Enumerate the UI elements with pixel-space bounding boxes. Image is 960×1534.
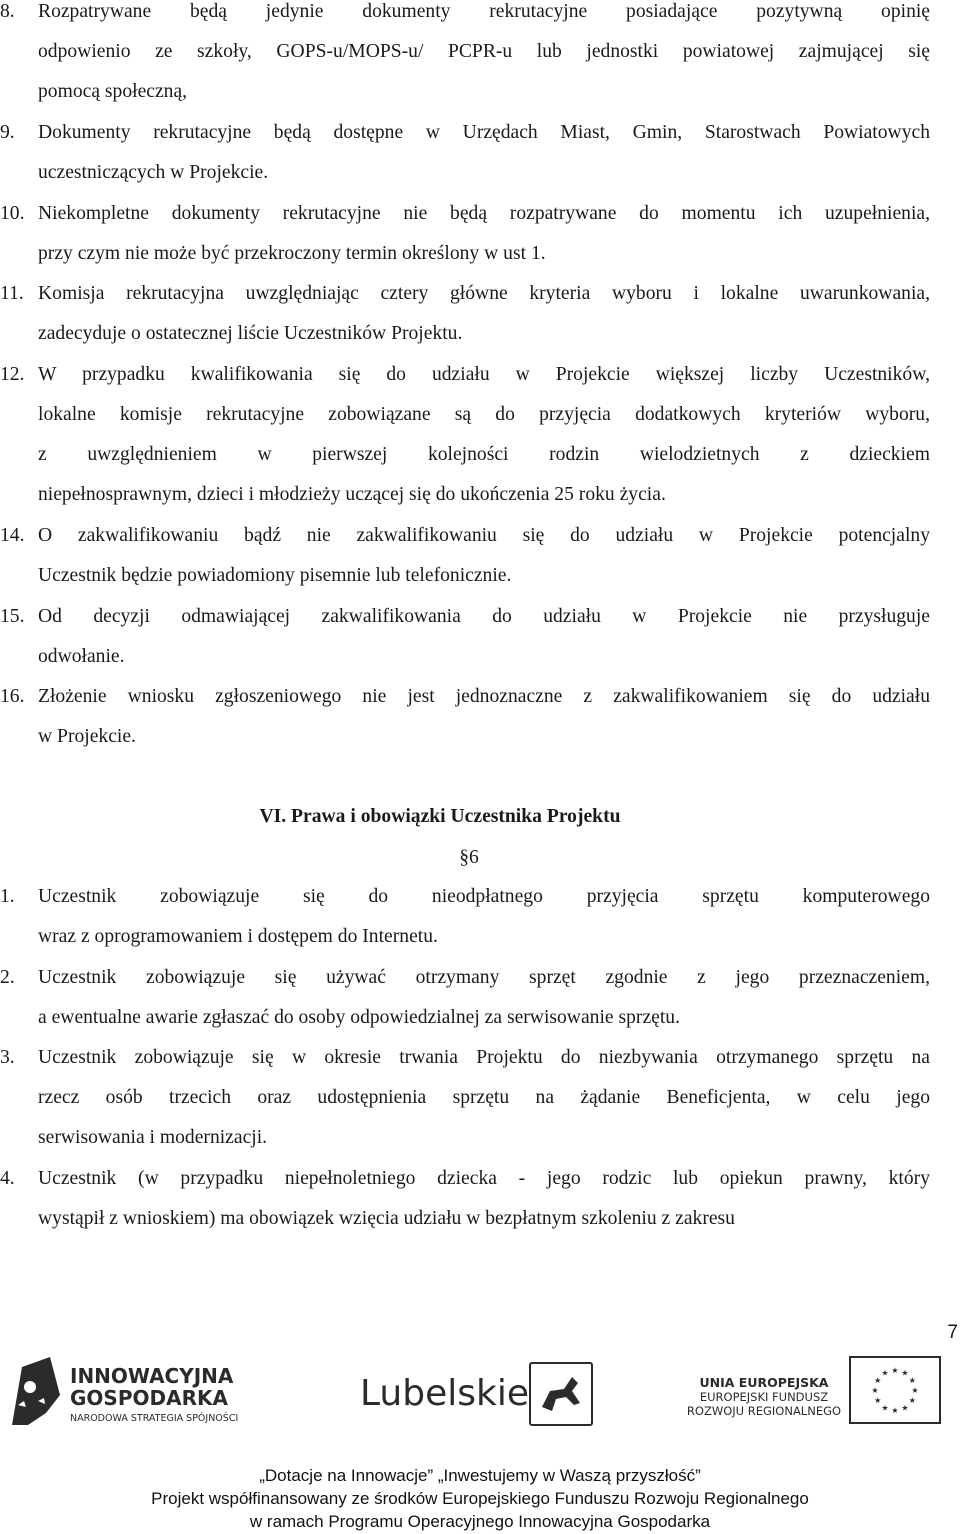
list-item-text: Rozpatrywane będą jedynie dokumenty rekrutacyjne posiadające pozytywną opinię — [38, 1, 930, 22]
eu-star-icon: ★ — [908, 1396, 916, 1405]
list-item-number: 2. — [0, 966, 15, 988]
list-item-line: Uczestnik będzie powiadomiony pisemnie lub telefonicznie. — [38, 564, 512, 586]
list-item-first-line — [0, 113, 930, 153]
list-item-first-line — [0, 274, 930, 314]
list-item-number: 16. — [0, 686, 25, 708]
page-number: 7 — [947, 1322, 958, 1343]
list-item-text: O zakwalifikowaniu bądź nie zakwalifikowaniu się do udziału w Projekcie potencjalny — [38, 524, 930, 546]
list-item-first-line — [0, 516, 930, 556]
footer-line-1: „Dotacje na Innowacje” „Inwestujemy w Waszą przyszłość” — [259, 1466, 701, 1485]
list-item-first-line — [0, 597, 930, 637]
list-item-line: w Projekcie. — [38, 726, 136, 748]
list-item-line: odwołanie. — [38, 645, 125, 667]
list-item-line: zadecyduje o ostatecznej liście Uczestników Projektu. — [38, 323, 463, 345]
list-item-number: 9. — [0, 121, 15, 143]
list-item-text: Uczestnik zobowiązuje się do nieodpłatnego przyjęcia sprzętu komputerowego — [38, 886, 930, 907]
eu-star-icon: ★ — [871, 1386, 879, 1395]
list-item-text: Dokumenty rekrutacyjne będą dostępne w Urzędach Miast, Gmin, Starostwach Powiatowych — [38, 121, 930, 143]
list-item-number: 12. — [0, 363, 25, 385]
list-item-first-line — [0, 677, 930, 717]
list-item-text: Komisja rekrutacyjna uwzględniając cztery główne kryteria wyboru i lokalne uwarunkowania, — [38, 283, 930, 305]
list-item-number: 3. — [0, 1047, 15, 1069]
list-item-line: niepełnosprawnym, dzieci i młodzieży uczącej się do ukończenia 25 roku życia. — [38, 483, 666, 505]
lubelskie-logo — [358, 1355, 593, 1427]
list-item-line: odpowienio ze szkoły, GOPS-u/MOPS-u/ PCPR-u lub jednostki powiatowej zajmującej się — [38, 41, 930, 62]
ig-line2: GOSPODARKA — [70, 1386, 228, 1410]
list-item-number: 11. — [0, 283, 24, 305]
list-item-line: rzecz osób trzecich oraz udostępnienia sprzętu na żądanie Beneficjenta, w celu jego — [38, 1087, 930, 1109]
list-item-first-line — [0, 958, 930, 998]
lubelskie-text: Lubelskie — [360, 1373, 529, 1414]
eu-star-icon: ★ — [881, 1368, 889, 1378]
innowacyjna-gospodarka-logo — [8, 1355, 248, 1427]
eu-star-icon: ★ — [891, 1366, 899, 1375]
list-item-line: lokalne komisje rekrutacyjne zobowiązane są do przyjęcia dodatkowych kryteriów wyboru, — [38, 403, 930, 425]
list-item — [0, 516, 930, 596]
list-item — [0, 274, 930, 354]
list-item-number: 8. — [0, 1, 15, 22]
list-item-number: 15. — [0, 605, 25, 627]
list-item — [0, 194, 930, 274]
list-item-text: Od decyzji odmawiającej zakwalifikowania do udziału w Projekcie nie przysługuje — [38, 605, 930, 627]
ue-line3: ROZWOJU REGIONALNEGO — [686, 1404, 842, 1418]
list-item — [0, 1038, 930, 1158]
list-item-line: serwisowania i modernizacji. — [38, 1127, 268, 1149]
list-item-text: Uczestnik zobowiązuje się używać otrzymany sprzęt zgodnie z jego przeznaczeniem, — [38, 966, 930, 988]
eu-regional-fund-logo — [682, 1355, 944, 1427]
list-item — [0, 0, 930, 112]
eu-star-icon: ★ — [908, 1376, 916, 1385]
list-item-text: Niekompletne dokumenty rekrutacyjne nie będą rozpatrywane do momentu ich uzupełnienia, — [38, 202, 930, 224]
list-item — [0, 355, 930, 515]
list-item-line: wystąpił z wnioskiem) ma obowiązek wzięcia udziału w bezpłatnym szkoleniu z zakresu — [38, 1208, 735, 1230]
eu-star-icon: ★ — [911, 1386, 919, 1395]
list-item-first-line — [0, 0, 930, 32]
list-item-text: Uczestnik zobowiązuje się w okresie trwania Projektu do niezbywania otrzymanego sprzętu na — [38, 1047, 930, 1069]
eu-star-icon: ★ — [891, 1406, 899, 1415]
footer-line-2: Projekt współfinansowany ze środków Europejskiego Funduszu Rozwoju Regionalnego — [151, 1489, 809, 1508]
eu-star-icon: ★ — [901, 1368, 909, 1378]
section-heading: VI. Prawa i obowiązki Uczestnika Projektu — [259, 806, 621, 827]
ue-line2: EUROPEJSKI FUNDUSZ — [699, 1390, 829, 1404]
list-item — [0, 958, 930, 1038]
list-item-line: wraz z oprogramowaniem i dostępem do Internetu. — [38, 926, 438, 947]
eu-star-icon: ★ — [901, 1403, 909, 1413]
ue-line1: UNIA EUROPEJSKA — [699, 1375, 829, 1390]
footer-line-3: w ramach Programu Operacyjnego Innowacyjna Gospodarka — [249, 1512, 711, 1531]
list-item — [0, 597, 930, 677]
list-item-first-line — [0, 355, 930, 395]
list-item-line: a ewentualne awarie zgłaszać do osoby odpowiedzialnej za serwisowanie sprzętu. — [38, 1006, 680, 1028]
list-item-line: uczestniczących w Projekcie. — [38, 161, 269, 183]
list-item-number: 1. — [0, 886, 15, 907]
list-item-number: 10. — [0, 202, 25, 224]
list-item-text: W przypadku kwalifikowania się do udziału w Projekcie większej liczby Uczestników, — [38, 363, 930, 385]
eu-star-icon: ★ — [874, 1396, 882, 1405]
list-item — [0, 1159, 930, 1239]
eu-star-icon: ★ — [881, 1403, 889, 1413]
list-item-number: 4. — [0, 1168, 15, 1190]
list-item-first-line — [0, 1159, 930, 1199]
ig-line3: NARODOWA STRATEGIA SPÓJNOŚCI — [70, 1413, 239, 1424]
list-item-line: przy czym nie może być przekroczony termin określony w ust 1. — [38, 242, 546, 264]
list-item — [0, 877, 930, 957]
list-item-first-line — [0, 194, 930, 234]
paragraph-mark: §6 — [459, 847, 479, 868]
list-item — [0, 677, 930, 757]
list-item-number: 14. — [0, 524, 25, 546]
eu-star-icon: ★ — [874, 1376, 882, 1385]
list-item — [0, 113, 930, 193]
list-item-text: Uczestnik (w przypadku niepełnoletniego dziecka - jego rodzic lub opiekun prawny, który — [38, 1168, 930, 1190]
list-item-text: Złożenie wniosku zgłoszeniowego nie jest jednoznaczne z zakwalifikowaniem się do udziału — [38, 686, 930, 708]
footer — [0, 1464, 960, 1533]
ig-line1: INNOWACYJNA — [70, 1364, 234, 1388]
list-item-first-line — [0, 1038, 930, 1078]
list-item-line: z uwzględnieniem w pierwszej kolejności rodzin wielodzietnych z dzieckiem — [38, 443, 930, 465]
list-item-line: pomocą społeczną, — [38, 81, 188, 102]
list-item-first-line — [0, 877, 930, 917]
